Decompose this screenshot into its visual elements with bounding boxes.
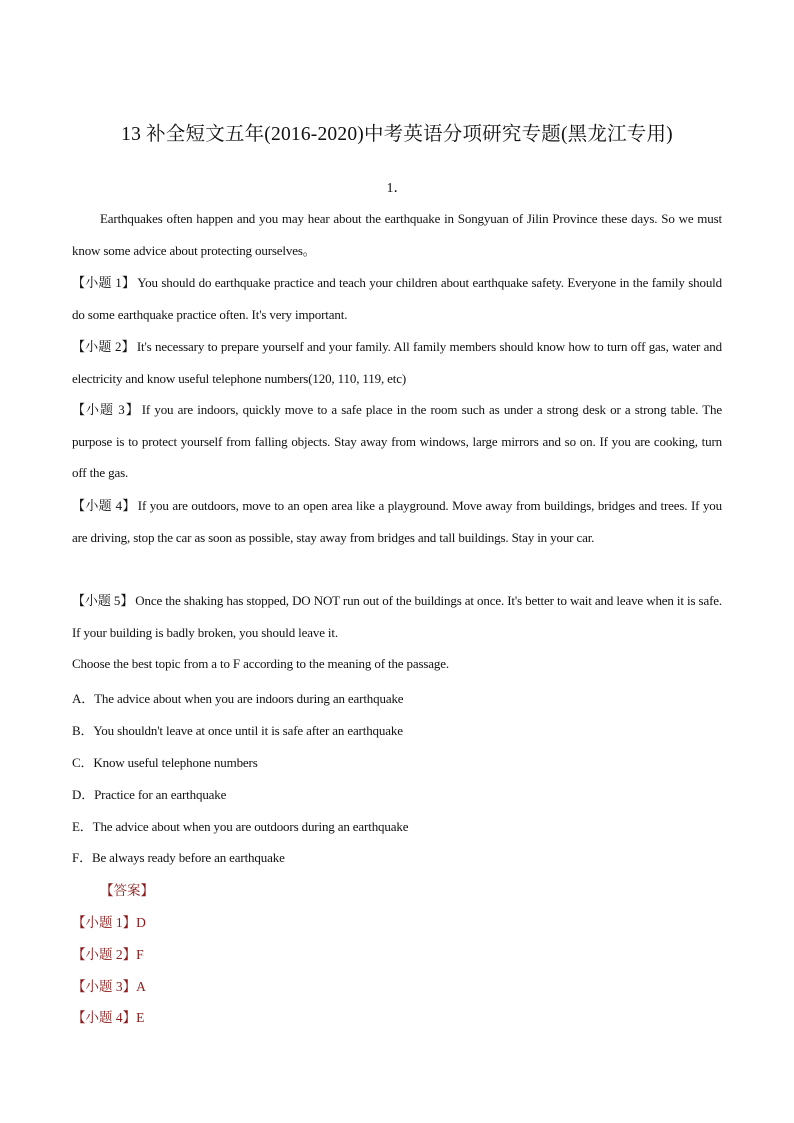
answer-3 — [72, 975, 146, 995]
passage-paragraph-4 — [72, 490, 722, 553]
question-label-5: 【小题 5】 — [72, 593, 134, 608]
instruction-text: Choose the best topic from a to F according to the meaning of the passage. — [72, 656, 449, 671]
paragraph-text-3: If you are indoors, quickly move to a safe place in the room such as under a strong desk or a strong table. The purpose is to protect yourself from falling objects. Stay away from windows, large mirrors and so on. If you are cooking, turn off the gas. — [72, 402, 722, 481]
passage-paragraph-2 — [72, 331, 722, 394]
option-letter-d: D． — [72, 787, 95, 802]
option-letter-f: F． — [72, 850, 92, 865]
answer-label-3: 【小题 3】 — [72, 979, 137, 994]
paragraph-text-1: You should do earthquake practice and teach your children about earthquake safety. Everyone in the family should do some earthquake practice often. It's very important. — [72, 275, 722, 322]
option-text-d: Practice for an earthquake — [94, 787, 227, 802]
option-text-b: You shouldn't leave at once until it is safe after an earthquake — [93, 723, 403, 738]
option-letter-e: E． — [72, 819, 93, 834]
option-text-c: Know useful telephone numbers — [93, 755, 258, 770]
option-letter-c: C． — [72, 755, 94, 770]
question-label-1: 【小题 1】 — [72, 275, 136, 290]
page-title: 13 补全短文五年(2016-2020)中考英语分项研究专题(黑龙江专用) — [121, 124, 673, 145]
paragraph-text-2: It's necessary to prepare yourself and your family. All family members should know how to turn off gas, water and electricity and know useful telephone numbers(120, 110, 119, etc) — [72, 339, 722, 386]
answer-value-1: D — [136, 915, 146, 930]
answer-label-2: 【小题 2】 — [72, 947, 137, 962]
answer-1 — [72, 911, 146, 931]
passage-paragraph-1 — [72, 267, 722, 330]
passage-paragraph-5 — [72, 585, 722, 648]
paragraph-text-5: Once the shaking has stopped, DO NOT run out of the buildings at once. It's better to wait and leave when it is safe. If your building is badly broken, you should leave it. — [72, 593, 722, 640]
question-number: 1． — [386, 181, 408, 196]
option-b — [72, 720, 403, 739]
option-letter-b: B． — [72, 723, 94, 738]
option-text-f: Be always ready before an earthquake — [91, 850, 285, 865]
answer-label-4: 【小题 4】 — [72, 1010, 137, 1025]
option-letter-a: A． — [72, 691, 95, 706]
paragraph-text-4: If you are outdoors, move to an open area like a playground. Move away from buildings, bridges and trees. If you are driving, stop the car as soon as possible, stay away from bridges and tall buildings. Stay in your car. — [72, 498, 722, 545]
option-text-a: The advice about when you are indoors during an earthquake — [94, 691, 404, 706]
question-label-2: 【小题 2】 — [72, 339, 135, 354]
option-d — [72, 784, 226, 803]
answer-value-3: A — [136, 979, 146, 994]
answer-label-1: 【小题 1】 — [72, 915, 137, 930]
question-label-3: 【小题 3】 — [72, 402, 140, 417]
option-text-e: The advice about when you are outdoors during an earthquake — [92, 819, 409, 834]
answer-value-2: F — [136, 947, 144, 962]
intro-paragraph: Earthquakes often happen and you may hear about the earthquake in Songyuan of Jilin Province these days. So we must know some advice about protecting ourselves。 — [72, 211, 722, 258]
answer-value-4: E — [136, 1010, 145, 1025]
passage-paragraph-3 — [72, 394, 722, 489]
option-c — [72, 752, 258, 771]
answer-heading: 【答案】 — [100, 883, 154, 898]
answer-4 — [72, 1006, 144, 1026]
answer-2 — [72, 943, 144, 963]
option-f — [72, 847, 285, 866]
option-e — [72, 816, 408, 835]
question-label-4: 【小题 4】 — [72, 498, 136, 513]
option-a — [72, 688, 403, 707]
